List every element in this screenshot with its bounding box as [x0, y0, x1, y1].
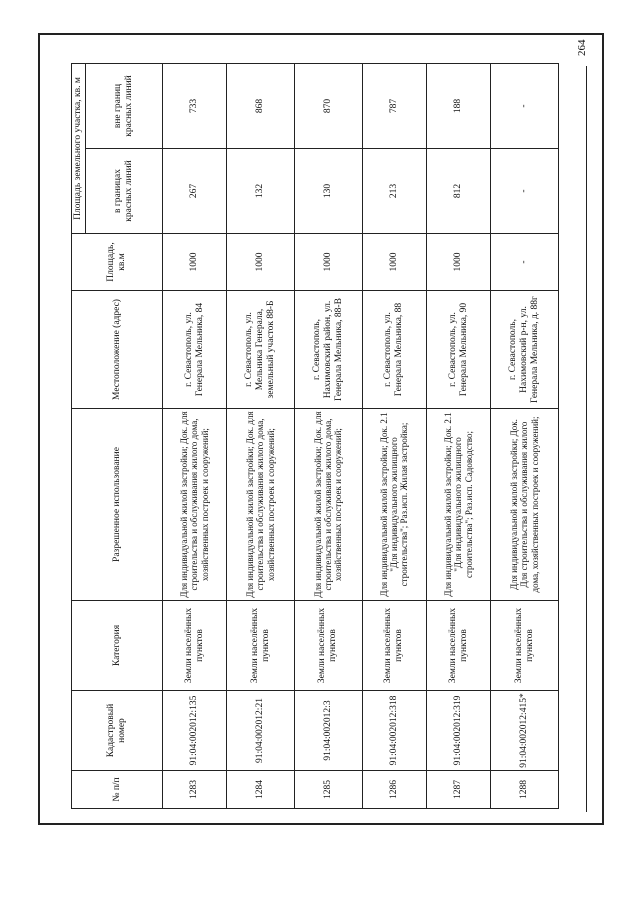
- cell-within: 213: [362, 149, 426, 234]
- cell-area: 1000: [227, 234, 295, 291]
- cell-outside: 188: [426, 63, 490, 148]
- cell-within: 267: [162, 149, 226, 234]
- cell-num: 1283: [162, 771, 226, 809]
- cell-area: -: [491, 234, 559, 291]
- table-row: [426, 63, 490, 808]
- page-number: 264: [576, 39, 588, 56]
- cell-category: Земли населённых пунктов: [426, 601, 490, 691]
- cell-category: Земли населённых пунктов: [491, 601, 559, 691]
- header-location: Местоположение (адрес): [72, 291, 163, 409]
- cell-use: Для индивидуальной жилой застройки; Док. для строительства и обслуживания жилого дома, хозяйственных построек и сооружений;: [227, 409, 295, 601]
- header-cadastral: Кадастровый номер: [72, 691, 163, 771]
- cell-category: Земли населённых пунктов: [294, 601, 362, 691]
- cell-category: Земли населённых пунктов: [227, 601, 295, 691]
- cell-use: Для индивидуальной жилой застройки; Док. 2.1 "Для индивидуального жилищного строительства"; Раз.исп. Садоводство;: [426, 409, 490, 601]
- cell-cadastral: 91:04:002012:415*: [491, 691, 559, 771]
- footer-rule: [586, 66, 587, 812]
- cell-within: 812: [426, 149, 490, 234]
- cell-use: Для индивидуальной жилой застройки; Док. 2.1 "Для индивидуального жилищного строительства"; Раз.исп. Жилая застройка;: [362, 409, 426, 601]
- cell-use: Для индивидуальной жилой застройки; Док. для строительства и обслуживания жилого дома, хозяйственных построек и сооружений;: [162, 409, 226, 601]
- land-plots-table: [71, 63, 559, 809]
- cell-address: г. Севастополь, ул. Генерала Мельника, 84: [162, 291, 226, 409]
- rotated-table-container: [71, 64, 559, 809]
- cell-cadastral: 91:04:002012:319: [426, 691, 490, 771]
- cell-outside: 870: [294, 63, 362, 148]
- cell-num: 1284: [227, 771, 295, 809]
- cell-use: Для индивидуальной жилой застройки; Док. Для строительства и обслуживания жилого дома, хозяйственных построек и сооружений;: [491, 409, 559, 601]
- cell-within: 130: [294, 149, 362, 234]
- header-category: Категория: [72, 601, 163, 691]
- header-area: Площадь, кв.м: [72, 234, 163, 291]
- cell-cadastral: 91:04:002012:318: [362, 691, 426, 771]
- cell-outside: 733: [162, 63, 226, 148]
- table-row: [227, 63, 295, 808]
- cell-cadastral: 91:04:002012:3: [294, 691, 362, 771]
- table-row: [162, 63, 226, 808]
- cell-address: г. Севастополь, ул. Генерала Мельника, 90: [426, 291, 490, 409]
- cell-within: 132: [227, 149, 295, 234]
- cell-address: г. Севастополь, ул. Мельника Генерала, земельный участок 88-Б: [227, 291, 295, 409]
- header-outside-red-lines: вне границ красных линий: [85, 63, 162, 148]
- table-row: [362, 63, 426, 808]
- cell-num: 1288: [491, 771, 559, 809]
- cell-num: 1286: [362, 771, 426, 809]
- table-row: [294, 63, 362, 808]
- cell-cadastral: 91:04:002012:21: [227, 691, 295, 771]
- header-land-area: Площадь земельного участка, кв. м: [72, 63, 86, 233]
- cell-address: г. Севастополь, Нахимовский р-н, ул. Генерала Мельника, д. 88г: [491, 291, 559, 409]
- cell-num: 1285: [294, 771, 362, 809]
- cell-within: -: [491, 149, 559, 234]
- cell-outside: -: [491, 63, 559, 148]
- table-row: [491, 63, 559, 808]
- header-permitted-use: Разрешенное использование: [72, 409, 163, 601]
- cell-category: Земли населённых пунктов: [162, 601, 226, 691]
- cell-num: 1287: [426, 771, 490, 809]
- cell-area: 1000: [162, 234, 226, 291]
- cell-outside: 787: [362, 63, 426, 148]
- cell-outside: 868: [227, 63, 295, 148]
- header-within-red-lines: в границах красных линий: [85, 149, 162, 234]
- cell-area: 1000: [362, 234, 426, 291]
- header-num: № п/п: [72, 771, 163, 809]
- cell-area: 1000: [294, 234, 362, 291]
- cell-cadastral: 91:04:002012:135: [162, 691, 226, 771]
- cell-address: г. Севастополь, Нахимовский район, ул. Генерала Мельника, 88-В: [294, 291, 362, 409]
- cell-area: 1000: [426, 234, 490, 291]
- cell-category: Земли населённых пунктов: [362, 601, 426, 691]
- cell-use: Для индивидуальной жилой застройки; Док. для строительства и обслуживания жилого дома, хозяйственных построек и сооружений;: [294, 409, 362, 601]
- cell-address: г. Севастополь, ул. Генерала Мельника, 88: [362, 291, 426, 409]
